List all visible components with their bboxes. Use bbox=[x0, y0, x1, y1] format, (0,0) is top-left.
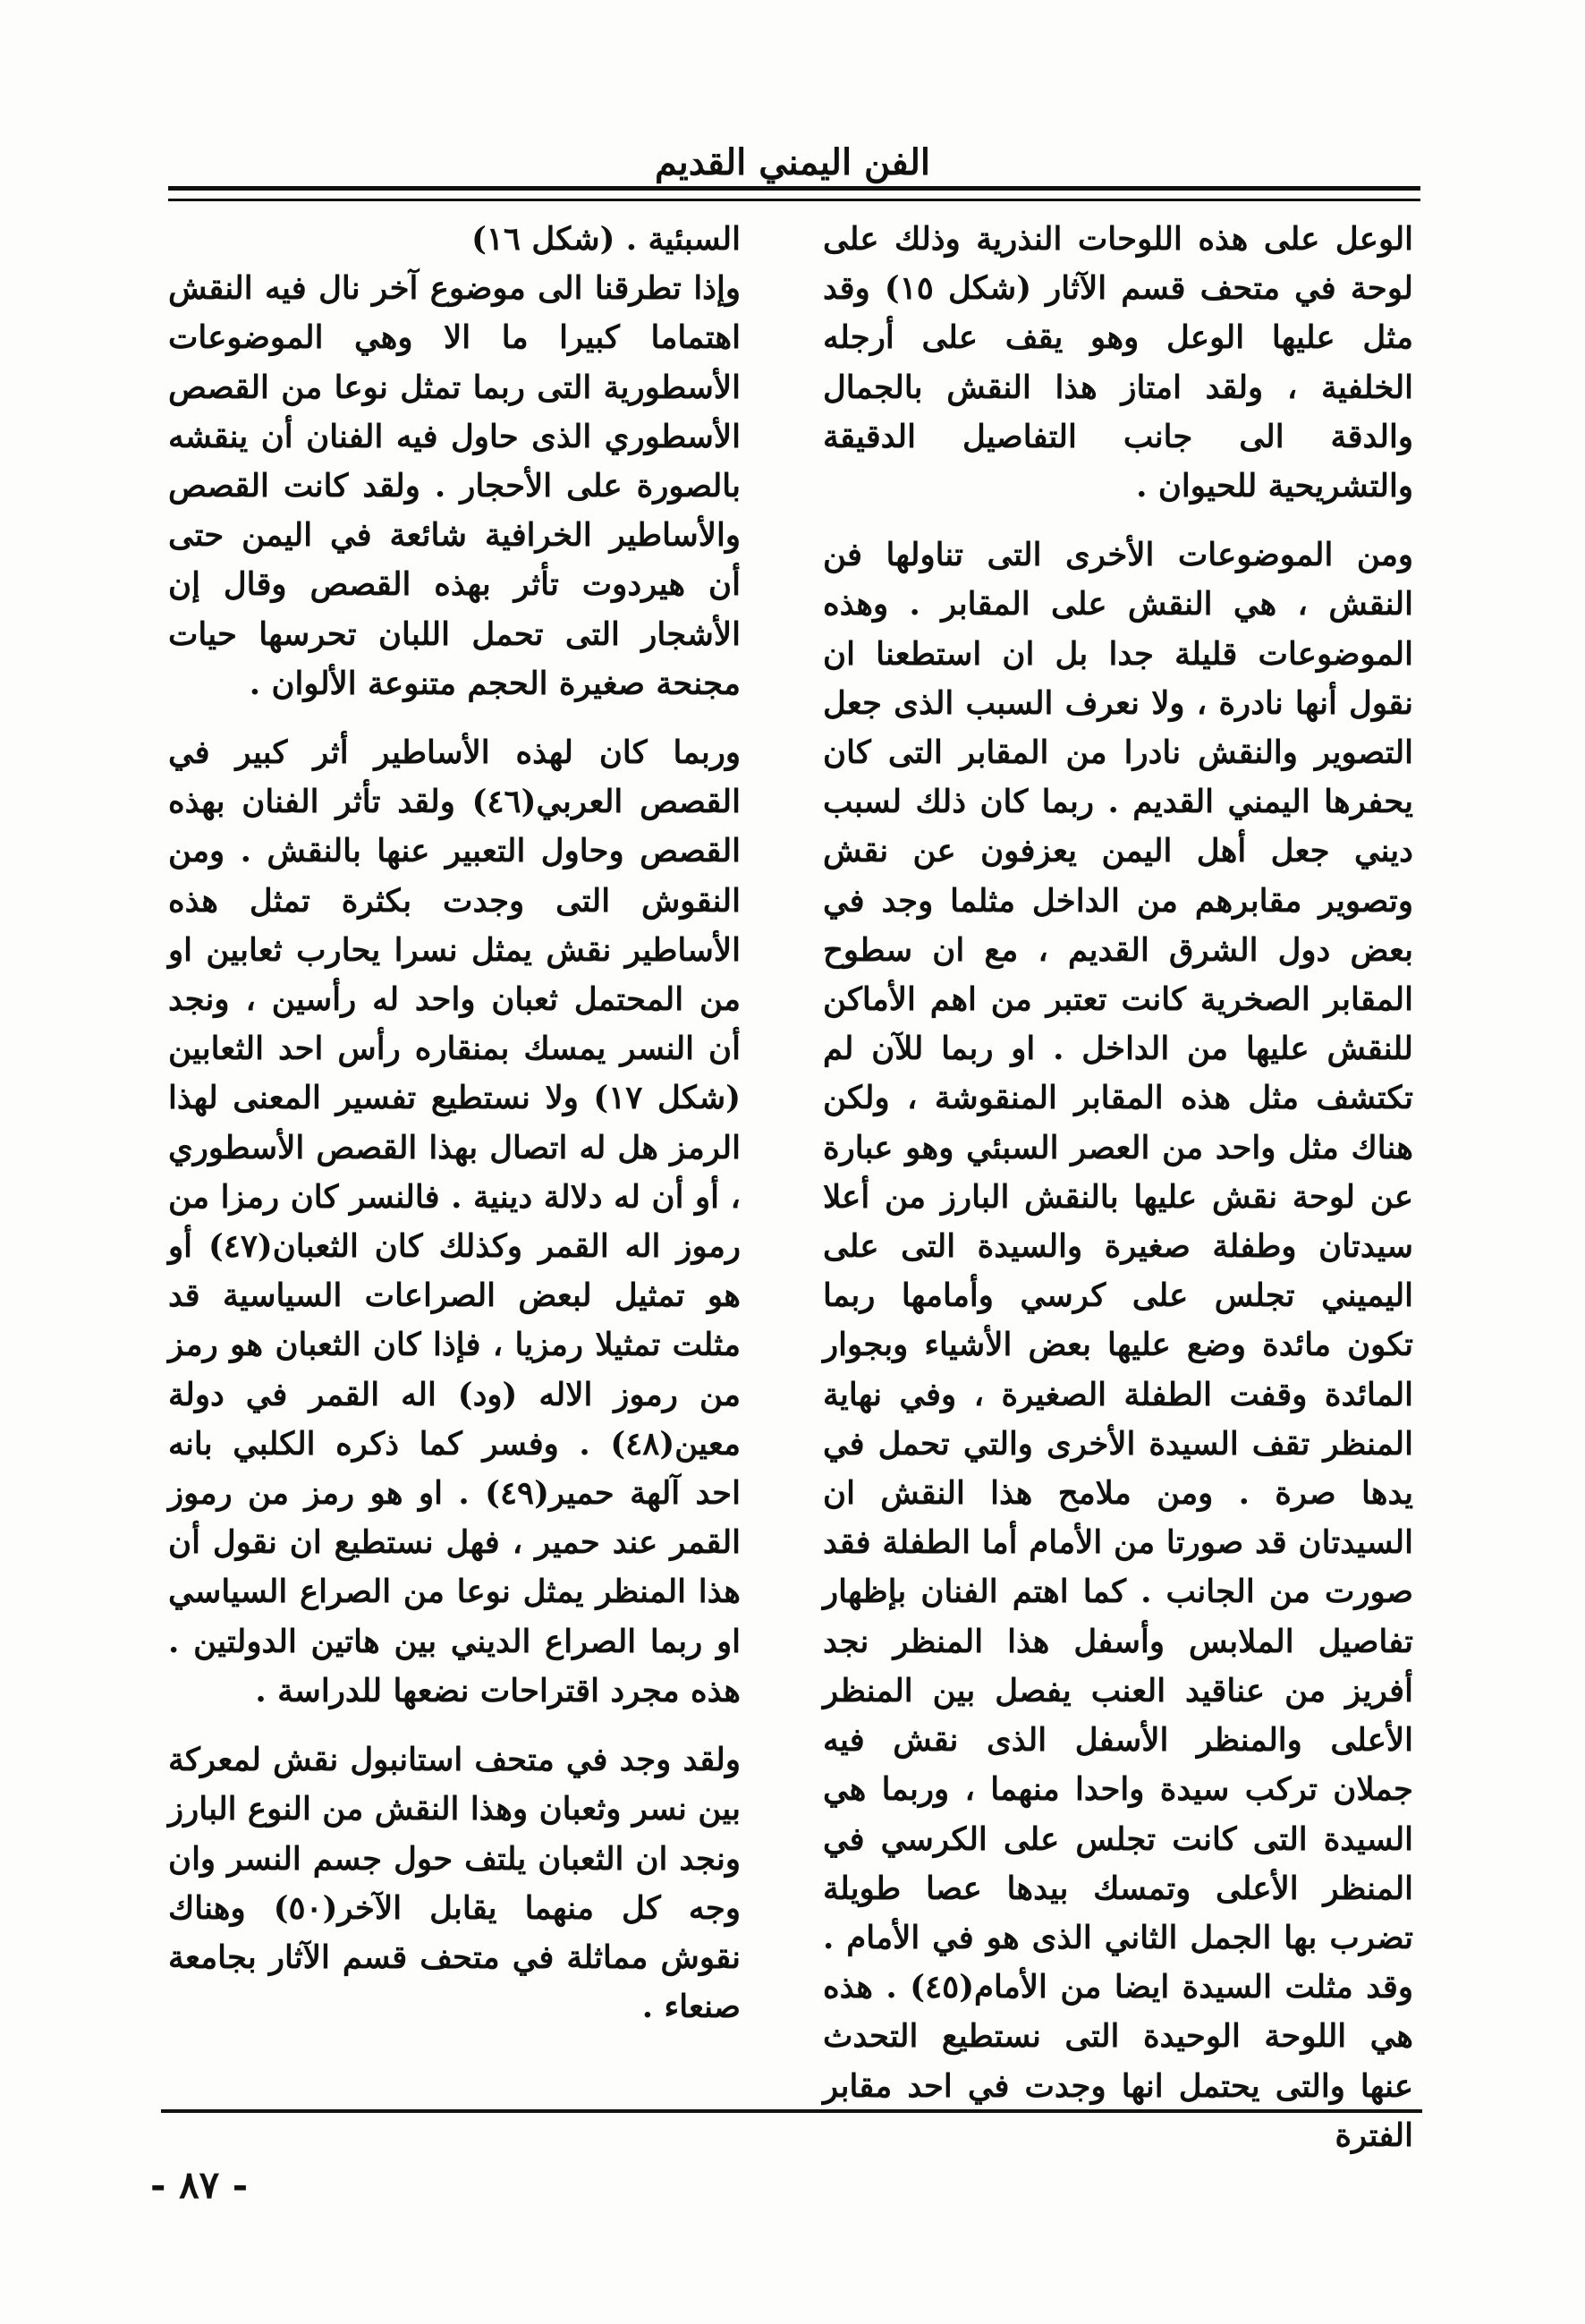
paragraph: السبئية . (شكل ١٦) bbox=[471, 221, 741, 258]
header-rule-thin bbox=[168, 199, 1420, 201]
paragraph: الوعل على هذه اللوحات النذرية وذلك على لوحة في متحف قسم الآثار (شكل ١٥) وقد مثل عليها الوعل وهو يقف على أرجله الخلفية ، ولقد امتاز هذا النقش بالجمال والدقة الى جانب التفاصيل الدقيقة والتشريحية للحيوان . bbox=[823, 221, 1413, 505]
page-number: - ٨٧ - bbox=[150, 2163, 249, 2207]
text-column-left bbox=[168, 215, 741, 2093]
paragraph: وربما كان لهذه الأساطير أثر كبير في القصص العربي(٤٦) ولقد تأثر الفنان بهذه القصص وحاول التعبير عنها بالنقش . ومن النقوش التى وجدت بكثرة تمثل هذه الأساطير نقش يمثل نسرا يحارب ثعابين او من المحتمل ثعبان واحد له رأسين ، ونجد أن النسر يمسك بمنقاره رأس احد الثعابين (شكل ١٧) ولا نستطيع تفسير المعنى لهذا الرمز هل له اتصال بهذا القصص الأسطوري ، أو أن له دلالة دينية . فالنسر كان رمزا من رموز اله القمر وكذلك كان الثعبان(٤٧) أو هو تمثيل لبعض الصراعات السياسية قد مثلت تمثيلا رمزيا ، فإذا كان الثعبان هو رمز من رموز الاله (ود) اله القمر في دولة معين(٤٨) . وفسر كما ذكره الكلبي بانه احد آلهة حمير(٤٩) . او هو رمز من رموز القمر عند حمير ، فهل نستطيع ان نقول أن هذا المنظر يمثل نوعا من الصراع السياسي او ربما الصراع الديني بين هاتين الدولتين . هذه مجرد اقتراحات نضعها للدراسة . bbox=[168, 734, 741, 1709]
paragraph: وإذا تطرقنا الى موضوع آخر نال فيه النقش اهتماما كبيرا ما الا وهي الموضوعات الأسطورية التى ربما تمثل نوعا من القصص الأسطوري الذى حاول فيه الفنان أن ينقشه بالصورة على الأحجار . ولقد كانت القصص والأساطير الخرافية شائعة في اليمن حتى أن هيردوت تأثر بهذه القصص وقال إن الأشجار التى تحمل اللبان تحرسها حيات مجنحة صغيرة الحجم متنوعة الألوان . bbox=[168, 270, 741, 702]
paragraph: ولقد وجد في متحف استانبول نقش لمعركة بين نسر وثعبان وهذا النقش من النوع البارز ونجد ان الثعبان يلتف حول جسم النسر وان وجه كل منهما يقابل الآخر(٥٠) وهناك نقوش مماثلة في متحف قسم الآثار بجامعة صنعاء . bbox=[168, 1742, 741, 2026]
footer-rule bbox=[161, 2109, 1422, 2113]
header-rule-thick bbox=[168, 186, 1420, 191]
text-column-right bbox=[823, 215, 1414, 2154]
paragraph: ومن الموضوعات الأخرى التى تناولها فن النقش ، هي النقش على المقابر . وهذه الموضوعات قليلة جدا بل ان استطعنا ان نقول أنها نادرة ، ولا نعرف السبب الذى جعل التصوير والنقش نادرا من المقابر التى كان يحفرها اليمني القديم . ربما كان ذلك لسبب ديني جعل أهل اليمن يعزفون عن نقش وتصوير مقابرهم من الداخل مثلما وجد في بعض دول الشرق القديم ، مع ان سطوح المقابر الصخرية كانت تعتبر من اهم الأماكن للنقش عليها من الداخل . او ربما للآن لم تكتشف مثل هذه المقابر المنقوشة ، ولكن هناك مثل واحد من العصر السبئي وهو عبارة عن لوحة نقش عليها بالنقش البارز من أعلا سيدتان وطفلة صغيرة والسيدة التى على اليميني تجلس على كرسي وأمامها ربما تكون مائدة وضع عليها بعض الأشياء وبجوار المائدة وقفت الطفلة الصغيرة ، وفي نهاية المنظر تقف السيدة الأخرى والتي تحمل في يدها صرة . ومن ملامح هذا النقش ان السيدتان قد صورتا من الأمام أما الطفلة فقد صورت من الجانب . كما اهتم الفنان بإظهار تفاصيل الملابس وأسفل هذا المنظر نجد أفريز من عناقيد العنب يفصل بين المنظر الأعلى والمنظر الأسفل الذى نقش فيه جملان تركب سيدة واحدا منهما ، وربما هي السيدة التى كانت تجلس على الكرسي في المنظر الأعلى وتمسك بيدها عصا طويلة تضرب بها الجمل الثاني الذى هو في الأمام . وقد مثلت السيدة ايضا من الأمام(٤٥) . هذه هي اللوحة الوحيدة التى نستطيع التحدث عنها والتى يحتمل انها وجدت في احد مقابر الفترة bbox=[823, 537, 1414, 2154]
running-header-title: الفن اليمني القديم bbox=[654, 141, 931, 183]
